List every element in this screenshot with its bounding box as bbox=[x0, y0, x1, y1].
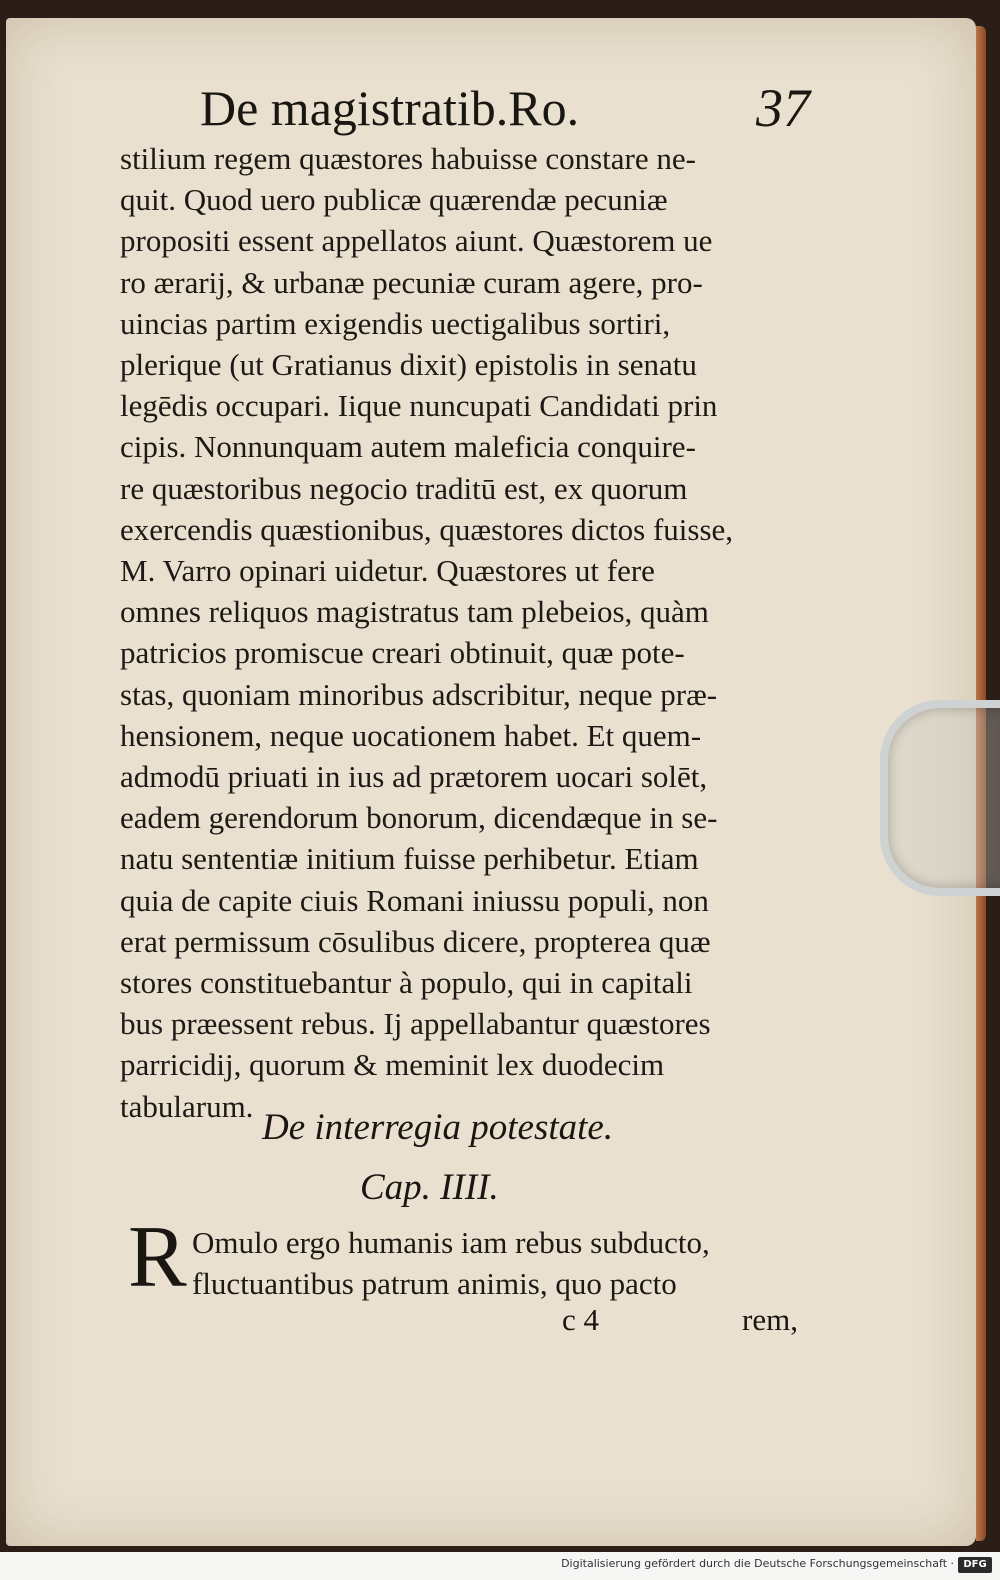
chapter-number: Cap. IIII. bbox=[360, 1167, 499, 1208]
catchword: rem, bbox=[742, 1302, 798, 1337]
text-line: plerique (ut Gratianus dixit) epistolis in senatu bbox=[120, 347, 697, 383]
text-line: ro ærarij, & urbanæ pecuniæ curam agere, pro- bbox=[120, 264, 703, 300]
text-line: erat permissum cōsulibus dicere, propterea quæ bbox=[120, 923, 711, 959]
text-line: fluctuantibus patrum animis, quo pacto bbox=[192, 1266, 677, 1302]
text-line: quia de capite ciuis Romani iniussu populi, non bbox=[120, 882, 709, 918]
text-line: exercendis quæstionibus, quæstores dictos fuisse, bbox=[120, 511, 734, 547]
running-title: De magistratib.Ro. bbox=[200, 80, 580, 136]
text-line: cipis. Nonnunquam autem maleficia conquire- bbox=[120, 429, 696, 465]
section-title: De interregia potestate. bbox=[262, 1107, 614, 1148]
text-line: hensionem, neque uocationem habet. Et quem- bbox=[120, 717, 702, 753]
text-line: stilium regem quæstores habuisse constare ne- bbox=[120, 141, 696, 176]
text-line: quit. Quod uero publicæ quærendæ pecuniæ bbox=[120, 182, 668, 218]
signature-mark: c 4 bbox=[562, 1302, 600, 1337]
text-line: omnes reliquos magistratus tam plebeios, quàm bbox=[120, 594, 709, 630]
text-line: admodū priuati in ius ad prætorem uocari solēt, bbox=[120, 759, 708, 795]
text-line: uincias partim exigendis uectigalibus sortiri, bbox=[120, 305, 671, 341]
digitization-notice: Digitalisierung gefördert durch die Deutsche Forschungsgemeinschaft · bbox=[561, 1557, 954, 1570]
text-line: M. Varro opinari uidetur. Quæstores ut fere bbox=[120, 553, 655, 589]
body-text bbox=[120, 138, 820, 1127]
text-line: propositi essent appellatos aiunt. Quæstorem ue bbox=[120, 223, 713, 259]
dfg-logo-icon: DFG bbox=[958, 1557, 992, 1573]
text-line: re quæstoribus negocio traditū est, ex quorum bbox=[120, 470, 688, 506]
drop-initial: R bbox=[128, 1209, 187, 1306]
text-line: stores constituebantur à populo, qui in capitali bbox=[120, 965, 693, 1001]
digitization-footer bbox=[0, 1552, 1000, 1580]
text-line: stas, quoniam minoribus adscribitur, neque præ- bbox=[120, 676, 718, 712]
text-line: patricios promiscue creari obtinuit, quæ pote- bbox=[120, 635, 685, 671]
text-line: legēdis occupari. Iique nuncupati Candidati prin bbox=[120, 388, 718, 424]
folio-number: 37 bbox=[756, 78, 810, 138]
text-line: natu sententiæ initium fuisse perhibetur. Etiam bbox=[120, 841, 699, 877]
text-line: parricidij, quorum & meminit lex duodecim bbox=[120, 1047, 665, 1083]
text-line: tabularum. bbox=[120, 1088, 254, 1124]
running-head bbox=[200, 78, 810, 138]
text-line: bus præessent rebus. Ij appellabantur quæstores bbox=[120, 1006, 711, 1042]
text-line: Omulo ergo humanis iam rebus subducto, bbox=[192, 1225, 710, 1260]
text-line: eadem gerendorum bonorum, dicendæque in se- bbox=[120, 800, 718, 836]
page-clip bbox=[880, 700, 1000, 896]
next-paragraph bbox=[192, 1222, 822, 1304]
